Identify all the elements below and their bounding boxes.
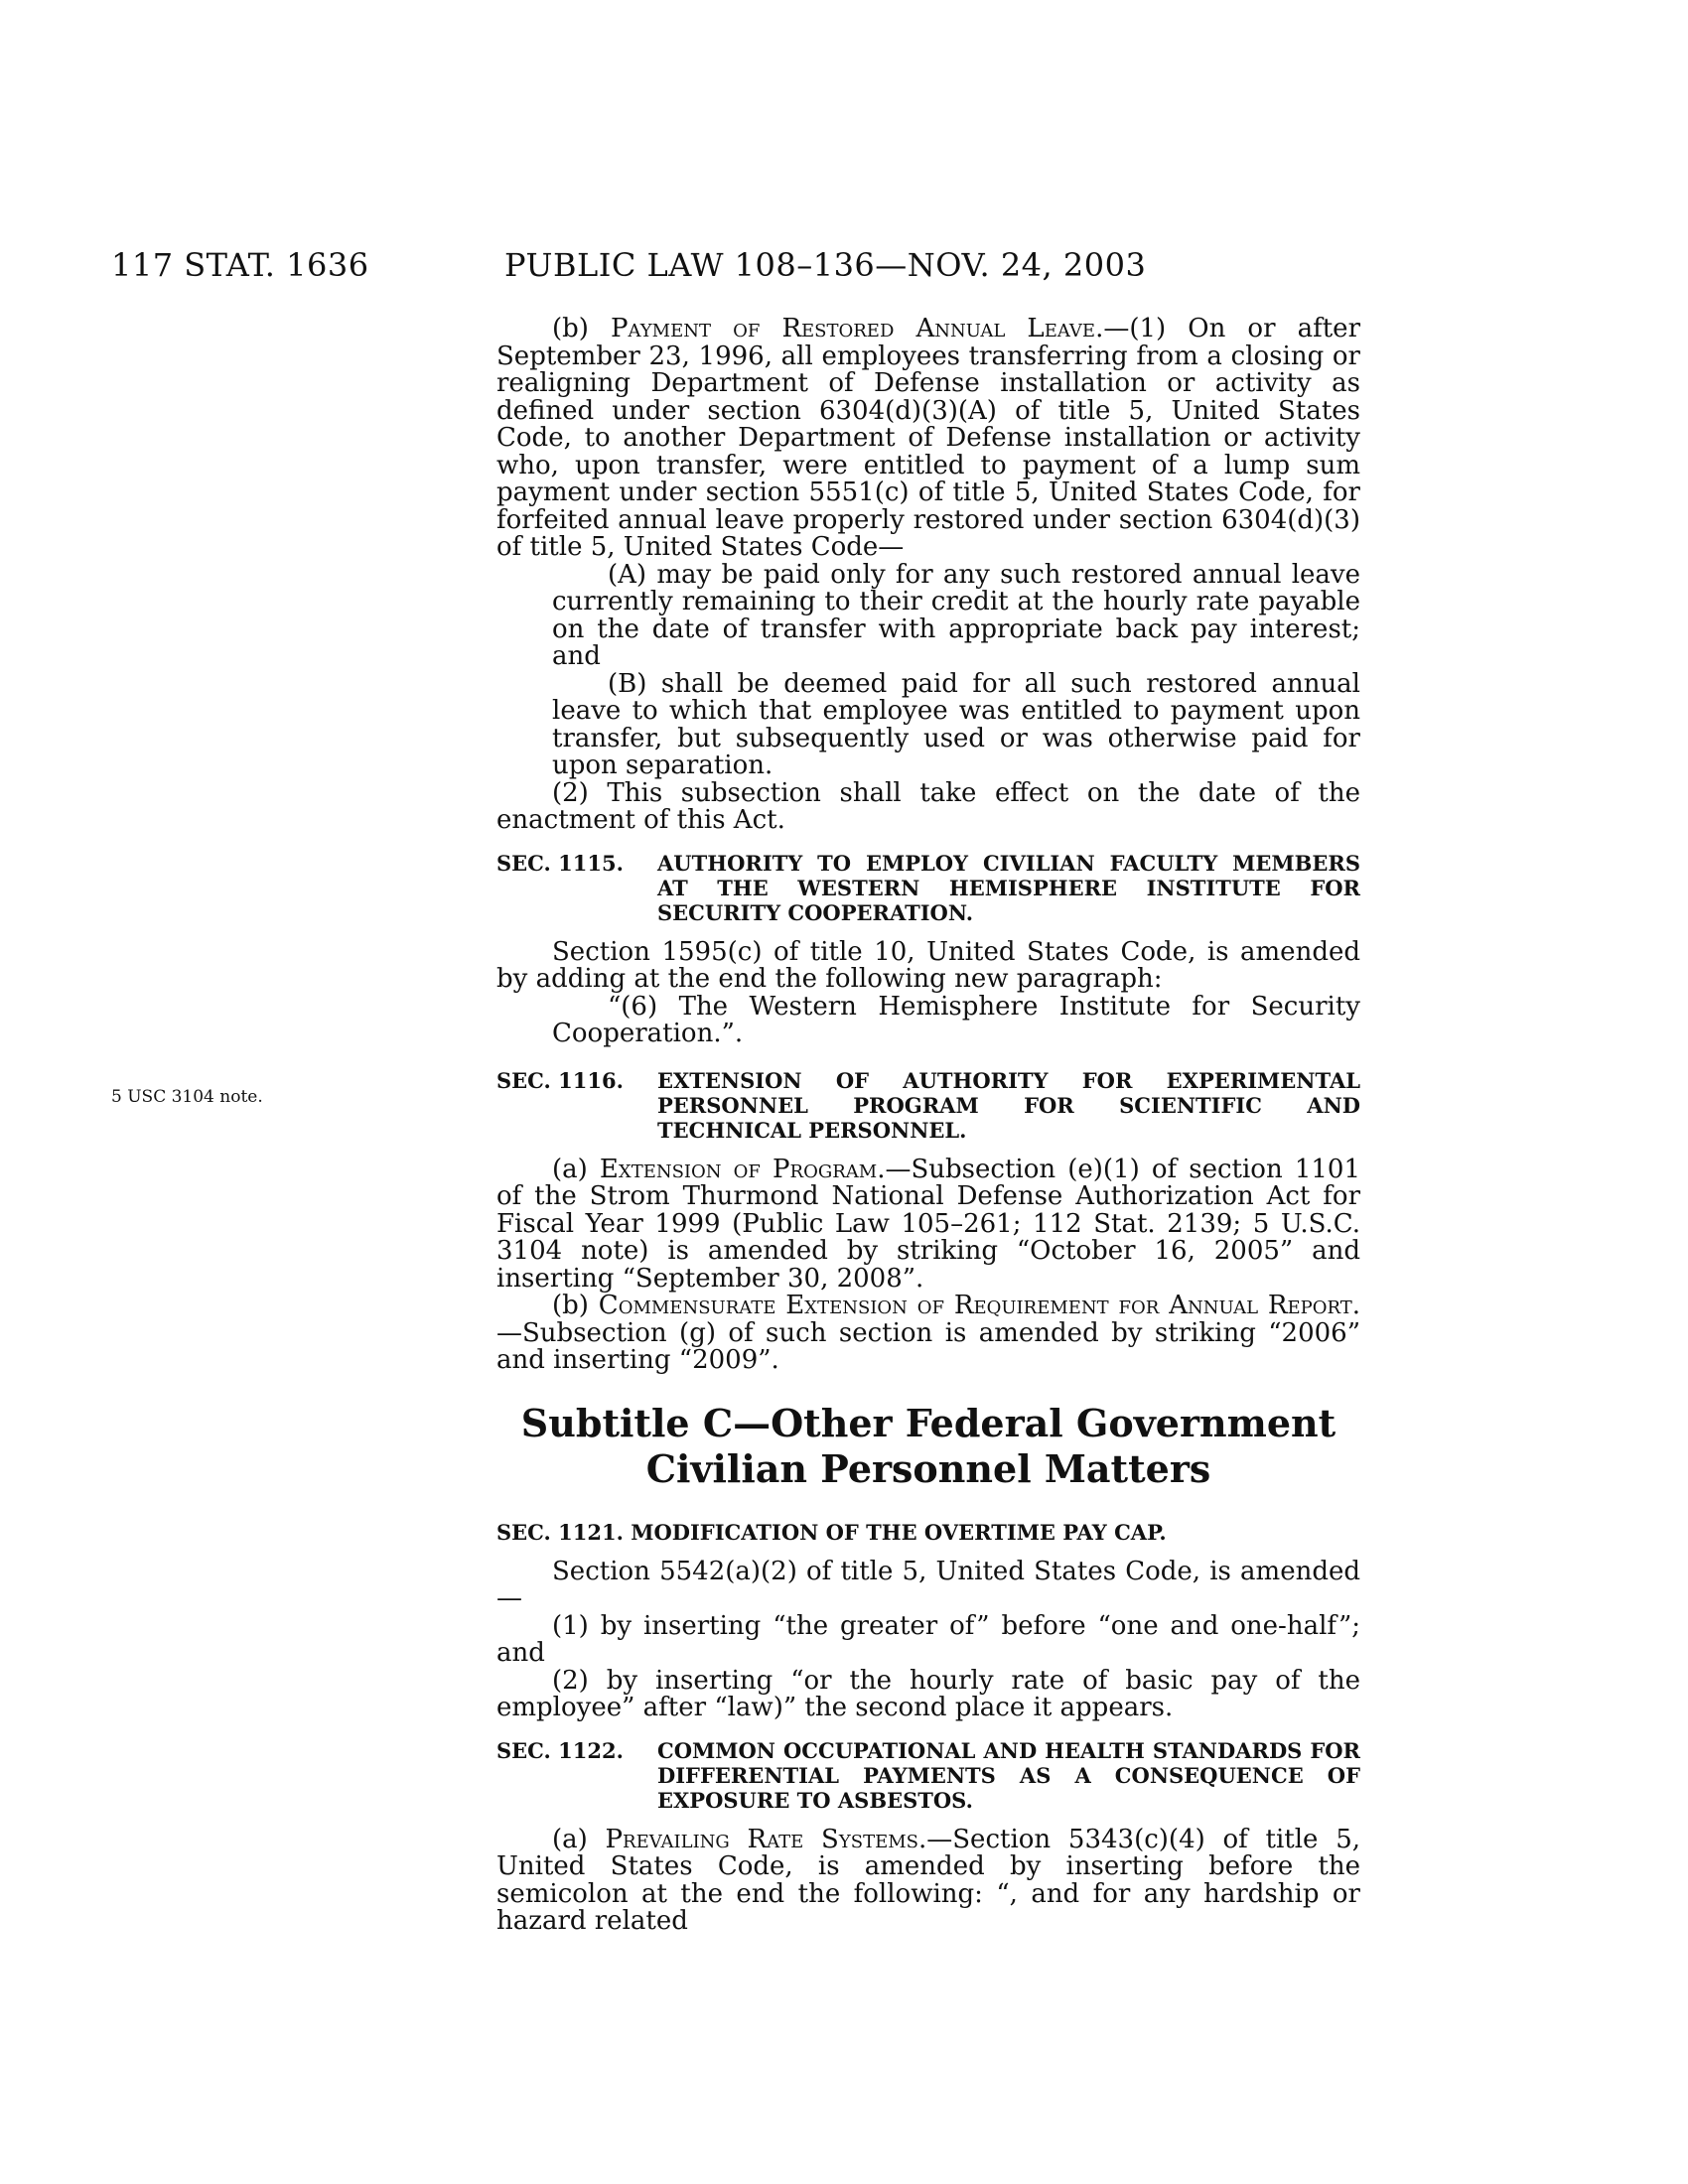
sec-1122-subsection-a: (a) Prevailing Rate Systems.—Section 5343(c)(4) of title 5, United States Code, is amended by inserting before the semicolon at the end the following: “, and for any hardship or hazard related xyxy=(496,1824,1361,1936)
stat-page-number: 117 STAT. 1636 xyxy=(111,246,369,284)
sec-1122-heading: SEC. 1122. COMMON OCCUPATIONAL AND HEALTH STANDARDS FOR DIFFERENTIAL PAYMENTS AS A CONSEQUENCE OF EXPOSURE TO ASBESTOS. xyxy=(496,1737,1360,1813)
subsection-b-item-a: (A) may be paid only for any such restored annual leave currently remaining to their credit at the hourly rate payable on the date of transfer with appropriate back pay interest; and xyxy=(552,559,1360,671)
sec-1121-item-1: (1) by inserting “the greater of” before “one and one-half”; and xyxy=(496,1610,1360,1668)
sec-1115-text: Section 1595(c) of title 10, United States Code, is amended by adding at the end the following new paragraph: xyxy=(496,936,1360,994)
subsection-b-paragraph: (b) Payment of Restored Annual Leave.—(1) On or after September 23, 1996, all employees transferring from a closing or realigning Department of Defense installation or activity as defined under section 6304(d)(3)(A) of title 5, United States Code, to another Department of Defense installation or activity who, upon transfer, were entitled to payment of a lump sum payment under section 5551(c) of title 5, United States Code, for forfeited annual leave properly restored under section 6304(d)(3) of title 5, United States Code— xyxy=(496,314,1360,562)
subtitle-c-heading: Subtitle C—Other Federal Government Civilian Personnel Matters xyxy=(520,1400,1336,1491)
sec-1116-heading: SEC. 1116. EXTENSION OF AUTHORITY FOR EXPERIMENTAL PERSONNEL PROGRAM FOR SCIENTIFIC AND TECHNICAL PERSONNEL. xyxy=(496,1067,1360,1143)
sec-1121-text: Section 5542(a)(2) of title 5, United States Code, is amended— xyxy=(496,1556,1360,1613)
margin-note-sec-1116: 5 USC 3104 note. xyxy=(111,1087,263,1107)
sec-1115-quote: “(6) The Western Hemisphere Institute for Security Cooperation.”. xyxy=(552,991,1360,1048)
subsection-b-item-b: (B) shall be deemed paid for all such restored annual leave to which that employee was entitled to payment upon transfer, but subsequently used or was otherwise paid for upon separation. xyxy=(552,668,1360,780)
running-header: PUBLIC LAW 108–136—NOV. 24, 2003 xyxy=(504,246,1147,284)
sec-1116-subsection-b: (b) Commensurate Extension of Requirement for Annual Report.—Subsection (g) of such section is amended by striking “2006” and inserting “2009”. xyxy=(496,1291,1360,1375)
sec-1121-heading: SEC. 1121. MODIFICATION OF THE OVERTIME PAY CAP. xyxy=(496,1519,1167,1545)
sec-1115-heading: SEC. 1115. AUTHORITY TO EMPLOY CIVILIAN FACULTY MEMBERS AT THE WESTERN HEMISPHERE INSTITUTE FOR SECURITY COOPERATION. xyxy=(496,850,1360,925)
subsection-b-heading: Payment of Restored Annual Leave xyxy=(611,314,1096,343)
sec-1116-subsection-a: (a) Extension of Program.—Subsection (e)(1) of section 1101 of the Strom Thurmond National Defense Authorization Act for Fiscal Year 1999 (Public Law 105–261; 112 Stat. 2139; 5 U.S.C. 3104 note) is amended by striking “October 16, 2005” and inserting “September 30, 2008”. xyxy=(496,1154,1360,1294)
subsection-b-para-2: (2) This subsection shall take effect on the date of the enactment of this Act. xyxy=(496,777,1360,835)
main-text-column xyxy=(496,316,1360,1936)
sec-1121-item-2: (2) by inserting “or the hourly rate of basic pay of the employee” after “law)” the second place it appears. xyxy=(496,1665,1360,1722)
